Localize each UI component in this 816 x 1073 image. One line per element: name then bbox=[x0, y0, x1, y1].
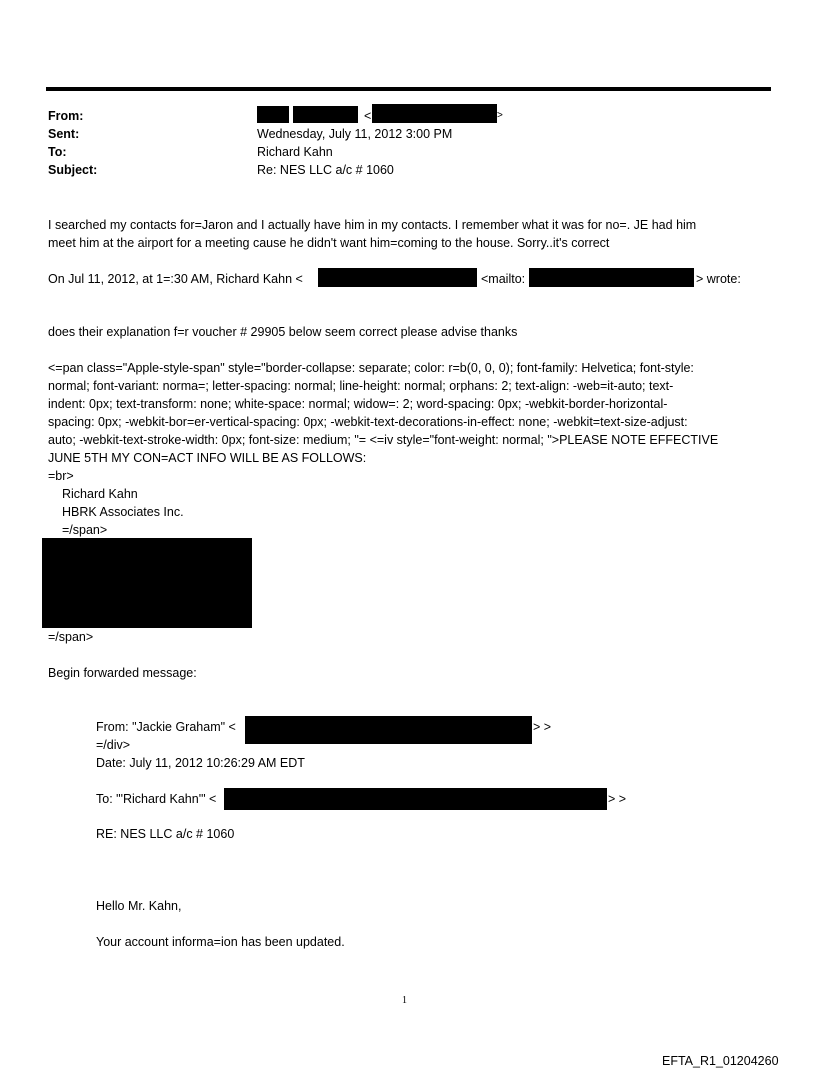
redaction bbox=[257, 106, 289, 123]
sent-label: Sent: bbox=[48, 127, 80, 141]
bates-id: EFTA_R1_01204260 bbox=[662, 1054, 779, 1068]
redaction bbox=[318, 268, 477, 287]
html-block bbox=[48, 359, 770, 539]
contact-company: HBRK Associates Inc. bbox=[62, 505, 184, 519]
to-value: Richard Kahn bbox=[257, 145, 333, 159]
sent-value: Wednesday, July 11, 2012 3:00 PM bbox=[257, 127, 453, 141]
fwd-subject: RE: NES LLC a/c # 1060 bbox=[96, 827, 235, 841]
fwd-from-suffix: > > bbox=[533, 720, 552, 734]
span-close: =/span> bbox=[48, 630, 94, 644]
from-bracket-close: > bbox=[497, 110, 503, 121]
fwd-message: Your account informa=ion has been updated. bbox=[96, 935, 345, 949]
reply-line: I searched my contacts for=Jaron and I actually have him in my contacts. I remember what it was for no=. JE had him bbox=[48, 218, 697, 232]
redaction bbox=[293, 106, 358, 123]
redaction bbox=[529, 268, 694, 287]
page-number: 1 bbox=[402, 995, 407, 1006]
redaction bbox=[42, 538, 252, 628]
redaction bbox=[372, 104, 497, 123]
fwd-to-prefix: To: "'Richard Kahn'" < bbox=[96, 792, 217, 806]
html-line: <=pan class="Apple-style-span" style="border-collapse: separate; color: r=b(0, 0, 0); font-family: Helvetica; font-style: bbox=[48, 361, 694, 375]
html-line: indent: 0px; text-transform: none; white-space: normal; widow=: 2; word-spacing: 0px; -webkit-border-horizontal- bbox=[48, 397, 668, 411]
from-label: From: bbox=[48, 109, 84, 123]
br-tag: =br> bbox=[48, 469, 74, 483]
forward-intro: Begin forwarded message: bbox=[48, 666, 197, 680]
reply-paragraph bbox=[48, 216, 770, 252]
contact-name: Richard Kahn bbox=[62, 487, 138, 501]
reply-line: meet him at the airport for a meeting cause he didn't want him=coming to the house. Sorry..it's correct bbox=[48, 236, 610, 250]
redaction bbox=[224, 788, 607, 810]
quote-intro-mailto: <mailto: bbox=[481, 272, 526, 286]
span-close: =/span> bbox=[62, 523, 108, 537]
subject-value: Re: NES LLC a/c # 1060 bbox=[257, 163, 394, 177]
fwd-from-prefix: From: "Jackie Graham" < bbox=[96, 720, 236, 734]
question-line: does their explanation f=r voucher # 29905 below seem correct please advise thanks bbox=[48, 325, 518, 339]
quote-intro-suffix: > wrote: bbox=[696, 272, 741, 286]
fwd-date: Date: July 11, 2012 10:26:29 AM EDT bbox=[96, 756, 305, 770]
from-bracket-open: < bbox=[364, 109, 372, 123]
redaction bbox=[245, 716, 532, 744]
to-label: To: bbox=[48, 145, 67, 159]
subject-label: Subject: bbox=[48, 163, 98, 177]
html-line: JUNE 5TH MY CON=ACT INFO WILL BE AS FOLLOWS: bbox=[48, 451, 367, 465]
html-line: spacing: 0px; -webkit-bor=er-vertical-spacing: 0px; -webkit-text-decorations-in-effect: none; -webkit=text-size-adjust: bbox=[48, 415, 688, 429]
fwd-div-close: =/div> bbox=[96, 738, 131, 752]
fwd-to-suffix: > > bbox=[608, 792, 627, 806]
header-rule bbox=[46, 87, 771, 91]
html-line: auto; -webkit-text-stroke-width: 0px; font-size: medium; "= <=iv style="font-weight: normal; ">PLEASE NOTE EFFECTIVE bbox=[48, 433, 719, 447]
html-line: normal; font-variant: norma=; letter-spacing: normal; line-height: normal; orphans: 2; text-align: -web=it-auto; text- bbox=[48, 379, 674, 393]
fwd-greeting: Hello Mr. Kahn, bbox=[96, 899, 182, 913]
quote-intro-prefix: On Jul 11, 2012, at 1=:30 AM, Richard Kahn < bbox=[48, 272, 303, 286]
